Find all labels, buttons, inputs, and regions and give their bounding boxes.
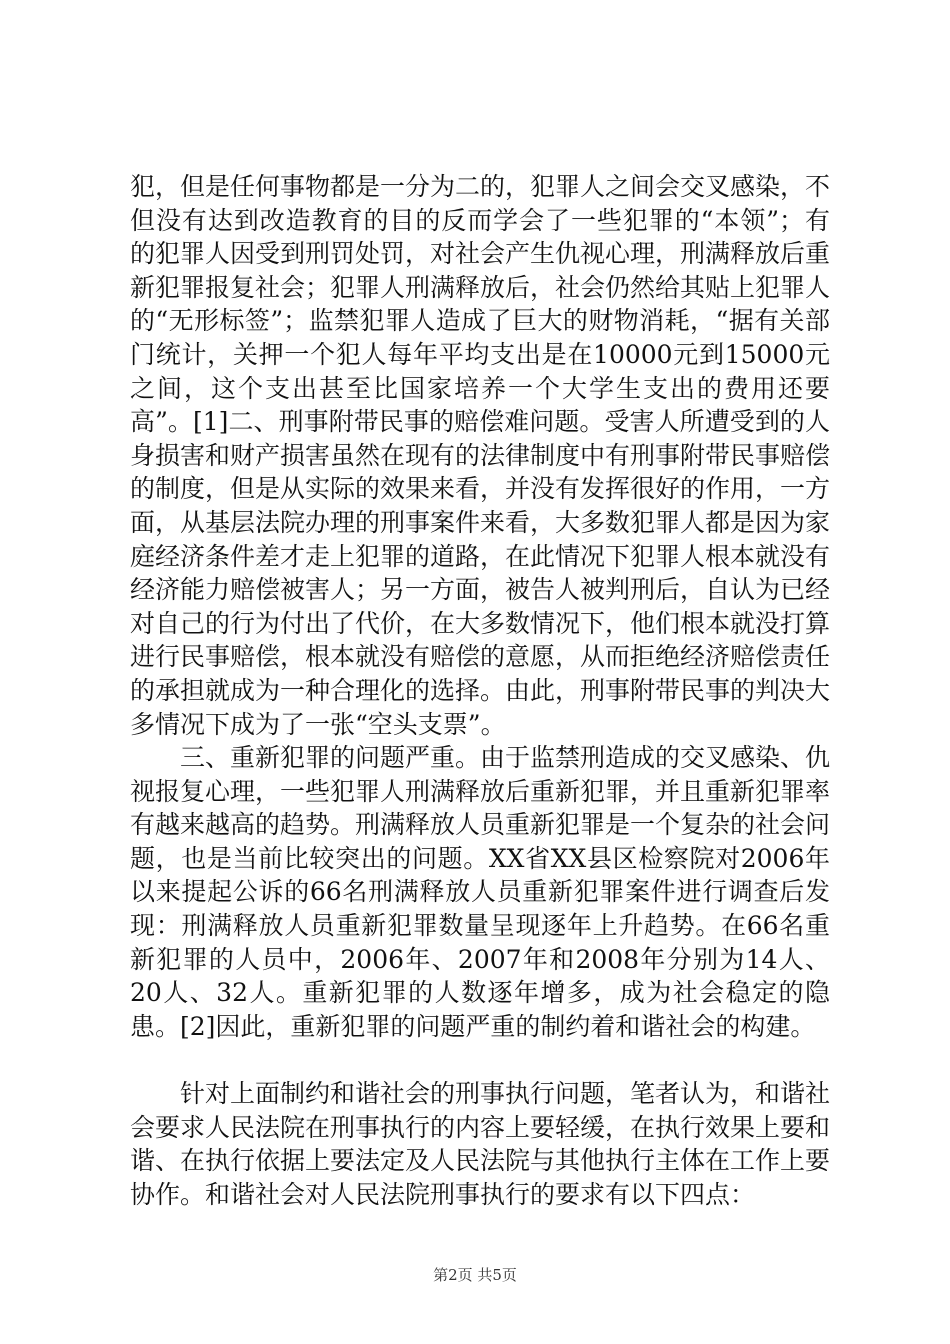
document-body [130, 170, 830, 1211]
paragraph-2: 三、重新犯罪的问题严重。由于监禁刑造成的交叉感染、仇视报复心理，一些犯罪人刑满释放后重新犯罪，并且重新犯罪率有越来越高的趋势。刑满释放人员重新犯罪是一个复杂的社会问题，也是当前比较突出的问题。XX省XX县区检察院对2006年以来提起公诉的66名刑满释放人员重新犯罪案件进行调查后发现：刑满释放人员重新犯罪数量呈现逐年上升趋势。在66名重新犯罪的人员中，2006年、2007年和2008年分别为14人、20人、32人。重新犯罪的人数逐年增多，成为社会稳定的隐患。[2]因此，重新犯罪的问题严重的制约着和谐社会的构建。 [130, 743, 831, 1041]
paragraph-3: 针对上面制约和谐社会的刑事执行问题，笔者认为，和谐社会要求人民法院在刑事执行的内容上要轻缓，在执行效果上要和谐、在执行依据上要法定及人民法院与其他执行主体在工作上要协作。和谐社会对人民法院刑事执行的要求有以下四点： [130, 1079, 831, 1209]
paragraph-1: 犯，但是任何事物都是一分为二的，犯罪人之间会交叉感染，不但没有达到改造教育的目的反而学会了一些犯罪的“本领”；有的犯罪人因受到刑罚处罚，对社会产生仇视心理，刑满释放后重新犯罪报复社会；犯罪人刑满释放后，社会仍然给其贴上犯罪人的“无形标签”；监禁犯罪人造成了巨大的财物消耗，“据有关部门统计，关押一个犯人每年平均支出是在10000元到15000元之间，这个支出甚至比国家培养一个大学生支出的费用还要高”。[1]二、刑事附带民事的赔偿难问题。受害人所遭受到的人身损害和财产损害虽然在现有的法律制度中有刑事附带民事赔偿的制度，但是从实际的效果来看，并没有发挥很好的作用，一方面，从基层法院办理的刑事案件来看，大多数犯罪人都是因为家庭经济条件差才走上犯罪的道路，在此情况下犯罪人根本就没有经济能力赔偿被害人；另一方面，被告人被判刑后，自认为已经对自己的行为付出了代价，在大多数情况下，他们根本就没打算进行民事赔偿，根本就没有赔偿的意愿，从而拒绝经济赔偿责任的承担就成为一种合理化的选择。由此，刑事附带民事的判决大多情况下成为了一张“空头支票”。 [130, 172, 831, 739]
page-number-footer: 第2页 共5页 [433, 1266, 517, 1284]
